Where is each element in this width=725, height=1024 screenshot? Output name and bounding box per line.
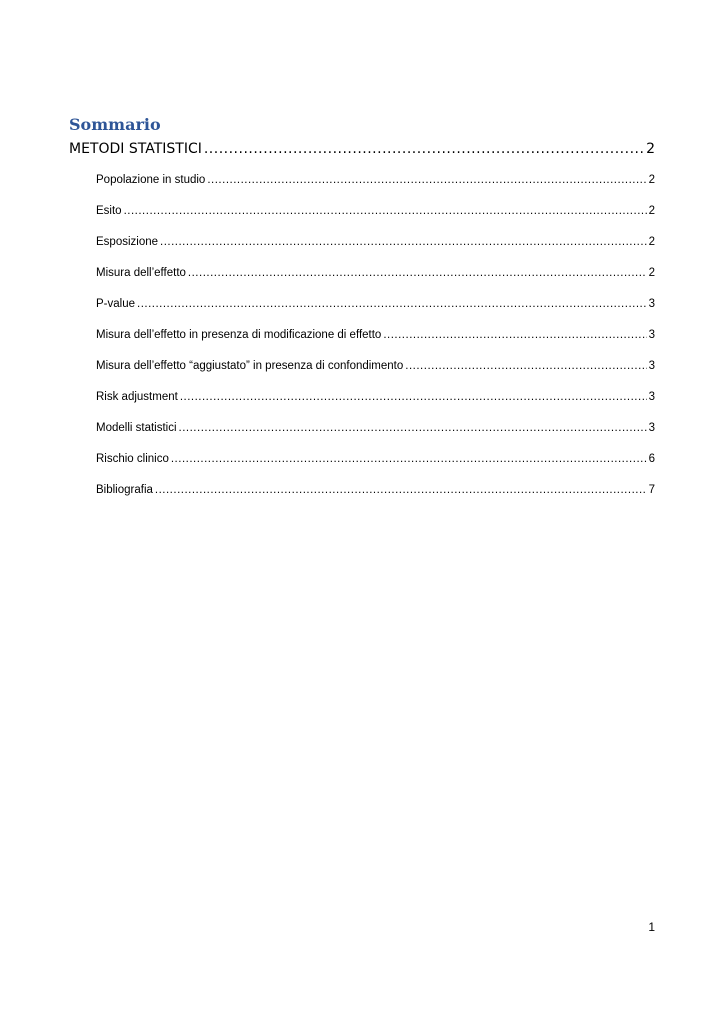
toc-entry-esito[interactable]: [96, 203, 655, 219]
toc-entry-popolazione-in-studio[interactable]: [96, 172, 655, 188]
toc-entry-label: Bibliografia: [96, 484, 153, 496]
toc-dot-leader: [179, 420, 647, 436]
toc-entry-bibliografia[interactable]: [96, 482, 655, 498]
toc-entry-label: P-value: [96, 298, 135, 310]
toc-entry-page: 3: [648, 422, 655, 434]
toc-dot-leader: [171, 451, 647, 467]
toc-entry-esposizione[interactable]: [96, 234, 655, 250]
toc-entry-page: 2: [648, 236, 655, 248]
toc-title: Sommario: [69, 115, 161, 134]
toc-dot-leader: [188, 265, 647, 281]
toc-entry-page: 2: [648, 174, 655, 186]
toc-entry-label: Esito: [96, 205, 122, 217]
page-number: 1: [648, 920, 655, 934]
toc-entry-rischio-clinico[interactable]: [96, 451, 655, 467]
toc-entry-label: Misura dell’effetto “aggiustato” in presenza di confondimento: [96, 360, 404, 372]
toc-dot-leader: [207, 172, 646, 188]
toc-entry-risk-adjustment[interactable]: [96, 389, 655, 405]
toc-entry-page: 3: [648, 360, 655, 372]
toc-entry-label: Misura dell’effetto in presenza di modificazione di effetto: [96, 329, 382, 341]
toc-entry-label: METODI STATISTICI: [69, 141, 202, 157]
toc-entry-label: Rischio clinico: [96, 453, 169, 465]
toc-entry-label: Risk adjustment: [96, 391, 178, 403]
toc-entry-label: Popolazione in studio: [96, 174, 206, 186]
toc-entry-misura-effetto[interactable]: [96, 265, 655, 281]
toc-dot-leader: [160, 234, 647, 250]
toc-dot-leader: [137, 296, 647, 312]
toc-dot-leader: [405, 358, 646, 374]
toc-entry-label: Esposizione: [96, 236, 159, 248]
toc-dot-leader: [155, 482, 647, 498]
toc-dot-leader: [383, 327, 646, 343]
toc-entry-page: 2: [648, 267, 655, 279]
toc-entry-label: Misura dell’effetto: [96, 267, 186, 279]
toc-dot-leader: [124, 203, 647, 219]
toc-entry-page: 2: [646, 141, 655, 157]
toc-entry-effetto-aggiustato[interactable]: [96, 358, 655, 374]
toc-entry-modelli-statistici[interactable]: [96, 420, 655, 436]
toc-entry-metodi-statistici[interactable]: [69, 139, 655, 159]
toc-entry-modificazione-effetto[interactable]: [96, 327, 655, 343]
toc-entry-page: 6: [648, 453, 655, 465]
toc-dot-leader: [204, 139, 644, 159]
toc-entry-page: 3: [648, 298, 655, 310]
toc-entry-p-value[interactable]: [96, 296, 655, 312]
toc-entry-label: Modelli statistici: [96, 422, 177, 434]
toc-entry-page: 3: [648, 391, 655, 403]
toc-entry-page: 3: [648, 329, 655, 341]
toc-dot-leader: [180, 389, 647, 405]
toc-entry-page: 2: [648, 205, 655, 217]
toc-entry-page: 7: [648, 484, 655, 496]
